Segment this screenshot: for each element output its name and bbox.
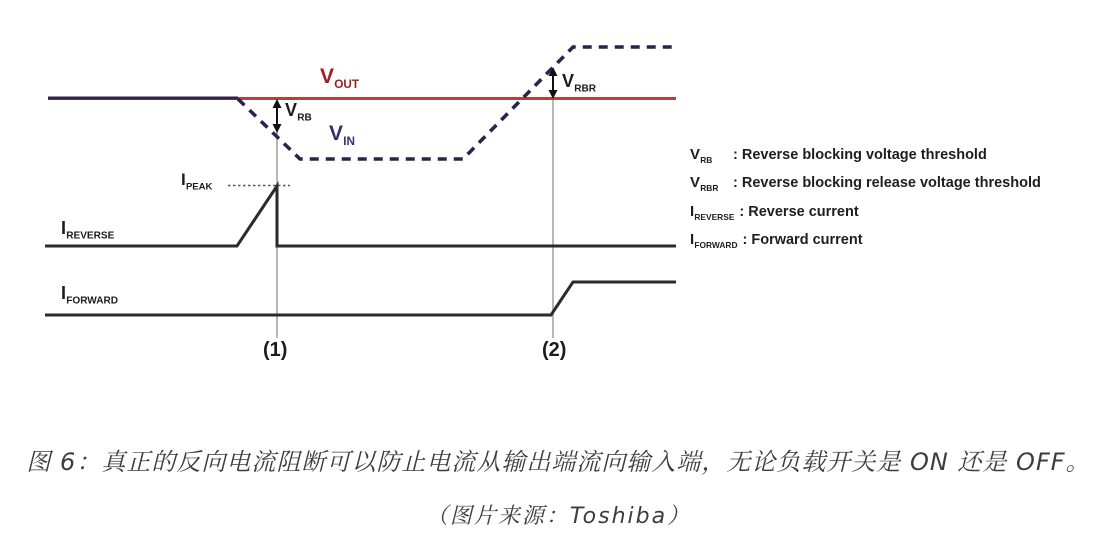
ireverse-label — [61, 219, 114, 242]
ireverse-label-sub: REVERSE — [66, 230, 115, 242]
vrbr-label-base: V — [562, 71, 575, 91]
vout-label-base: V — [320, 65, 335, 88]
legend-vrb-sub: RB — [700, 155, 713, 165]
ipeak-label — [181, 171, 212, 192]
ireverse-trace — [45, 186, 676, 246]
vrbr-label-sub: RBR — [574, 83, 597, 95]
iforward-trace — [45, 282, 676, 315]
vin-label — [329, 123, 355, 148]
vout-label — [320, 66, 359, 91]
ireverse-label-base: I — [61, 218, 67, 238]
legend-vrb-base: V — [690, 146, 701, 163]
legend-vrbr-base: V — [690, 174, 701, 191]
legend-ireverse-base: I — [690, 203, 695, 220]
legend-vrb-desc: : Reverse blocking voltage threshold — [733, 147, 987, 163]
vrb-label-sub: RB — [297, 112, 312, 124]
ipeak-label-sub: PEAK — [185, 181, 213, 193]
vrbr-label — [562, 72, 596, 95]
legend-iforward-desc: : Forward current — [742, 232, 863, 248]
legend-ireverse-sub: REVERSE — [694, 212, 735, 222]
iforward-label-sub: FORWARD — [66, 295, 119, 307]
legend-vrbr-desc: : Reverse blocking release voltage threshold — [733, 175, 1041, 191]
time-marker-1: (1) — [263, 339, 288, 361]
vrb-label-base: V — [285, 100, 298, 120]
legend-vrbr-sub: RBR — [700, 183, 719, 193]
vout-label-sub: OUT — [334, 78, 360, 92]
legend-item-vrb — [690, 146, 987, 165]
figure-source: （图片来源：Toshiba） — [425, 504, 692, 529]
legend-ireverse-desc: : Reverse current — [739, 204, 859, 220]
iforward-label — [61, 284, 118, 307]
vrb-label — [285, 101, 312, 124]
legend-item-vrbr — [690, 174, 1041, 193]
vin-label-base: V — [329, 122, 344, 145]
time-marker-2: (2) — [542, 339, 567, 361]
ipeak-label-base: I — [181, 170, 186, 189]
legend-item-ireverse — [690, 203, 859, 222]
legend-iforward-base: I — [690, 231, 695, 248]
figure-caption: 图 6：真正的反向电流阻断可以防止电流从输出端流向输入端，无论负载开关是 ON 还是 OFF。 — [26, 448, 1091, 476]
legend-iforward-symbol — [690, 231, 738, 250]
legend-ireverse-symbol — [690, 203, 734, 222]
legend-iforward-sub: FORWARD — [694, 240, 738, 250]
legend-item-iforward — [690, 231, 863, 250]
legend-vrb-symbol — [690, 146, 728, 165]
iforward-label-base: I — [61, 283, 67, 303]
vrb-arrow — [273, 99, 282, 133]
legend-vrbr-symbol — [690, 174, 728, 193]
vin-label-sub: IN — [343, 135, 355, 149]
